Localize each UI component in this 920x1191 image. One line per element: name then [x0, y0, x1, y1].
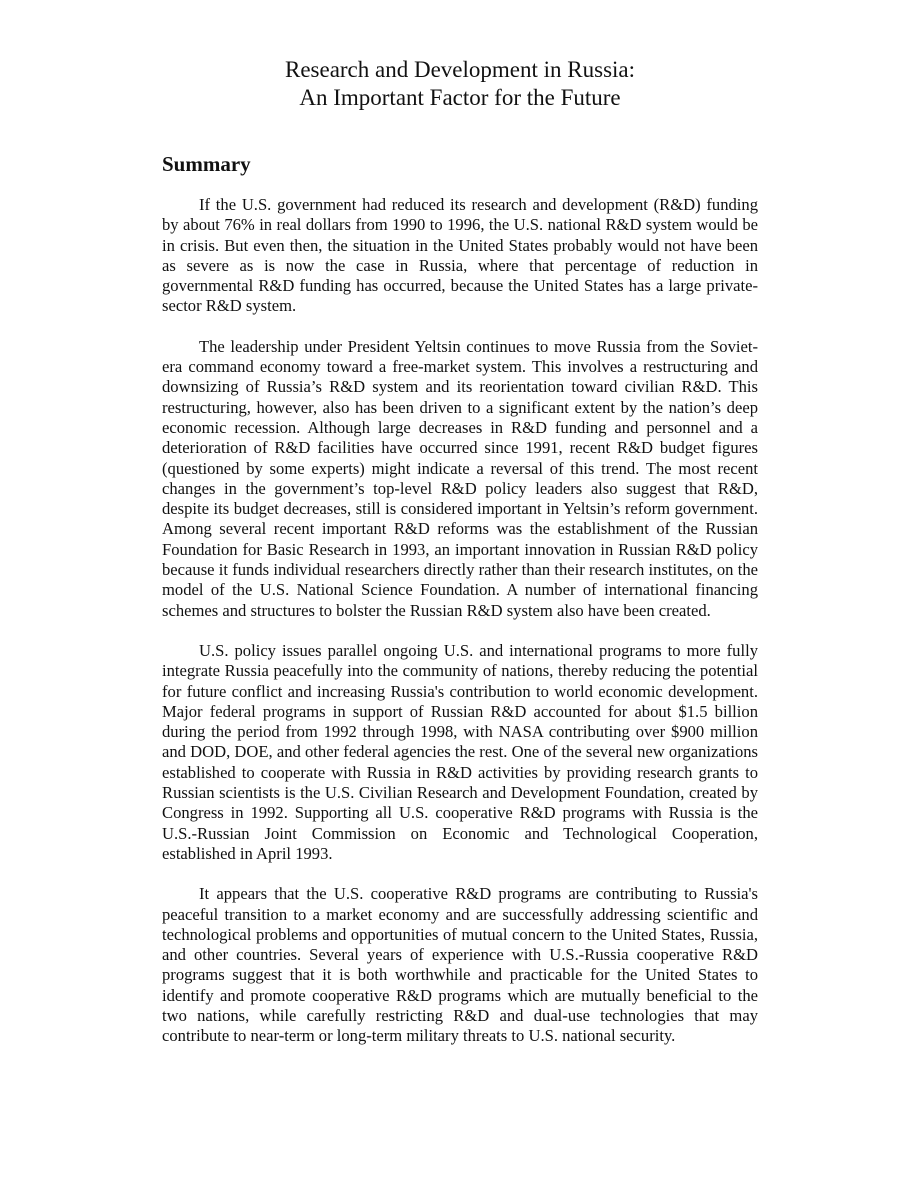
- title-line-1: Research and Development in Russia:: [284, 57, 636, 82]
- summary-body: [162, 195, 758, 1067]
- title-line-2: An Important Factor for the Future: [299, 85, 621, 110]
- paragraph-3: U.S. policy issues parallel ongoing U.S. and international programs to more fully integrate Russia peacefully into the community of nations, thereby reducing the potential for future conflict and increasing Russia's contribution to world economic development. Major federal programs in support of Russian R&D accounted for about $1.5 billion during the period from 1992 through 1998, with NASA contributing over $900 million and DOD, DOE, and other federal agencies the rest. One of the several new organizations established to cooperate with Russia in R&D activities by providing research grants to Russian scientists is the U.S. Civilian Research and Development Foundation, created by Congress in 1992. Supporting all U.S. cooperative R&D programs with Russia is the U.S.-Russian Joint Commission on Economic and Technological Cooperation, established in April 1993.: [162, 640, 758, 863]
- paragraph-1: If the U.S. government had reduced its research and development (R&D) funding by about 76% in real dollars from 1990 to 1996, the U.S. national R&D system would be in crisis. But even then, the situation in the United States probably would not have been as severe as is now the case in Russia, where that percentage of reduction in governmental R&D funding has occurred, because the United States has a large private-sector R&D system.: [162, 195, 758, 316]
- document-title: [0, 56, 920, 112]
- summary-heading: Summary: [162, 152, 251, 176]
- paragraph-4: It appears that the U.S. cooperative R&D programs are contributing to Russia's peaceful transition to a market economy and are successfully addressing scientific and technological problems and opportunities of mutual concern to the United States, Russia, and other countries. Several years of experience with U.S.-Russia cooperative R&D programs suggest that it is both worthwhile and practicable for the United States to identify and promote cooperative R&D programs which are mutually beneficial to the two nations, while carefully restricting R&D and dual-use technologies that may contribute to near-term or long-term military threats to U.S. national security.: [162, 884, 758, 1046]
- paragraph-2: The leadership under President Yeltsin continues to move Russia from the Soviet-era command economy toward a free-market system. This involves a restructuring and downsizing of Russia’s R&D system and its reorientation toward civilian R&D. This restructuring, however, also has been driven to a significant extent by the nation’s deep economic recession. Although large decreases in R&D funding and personnel and a deterioration of R&D facilities have occurred since 1991, recent R&D budget figures (questioned by some experts) might indicate a reversal of this trend. The most recent changes in the government’s top-level R&D policy leaders also suggest that R&D, despite its budget decreases, still is considered important in Yeltsin’s reform government. Among several recent important R&D reforms was the establishment of the Russian Foundation for Basic Research in 1993, an important innovation in Russian R&D policy because it funds individual researchers directly rather than their research institutes, on the model of the U.S. National Science Foundation. A number of international financing schemes and structures to bolster the Russian R&D system also have been created.: [162, 336, 758, 620]
